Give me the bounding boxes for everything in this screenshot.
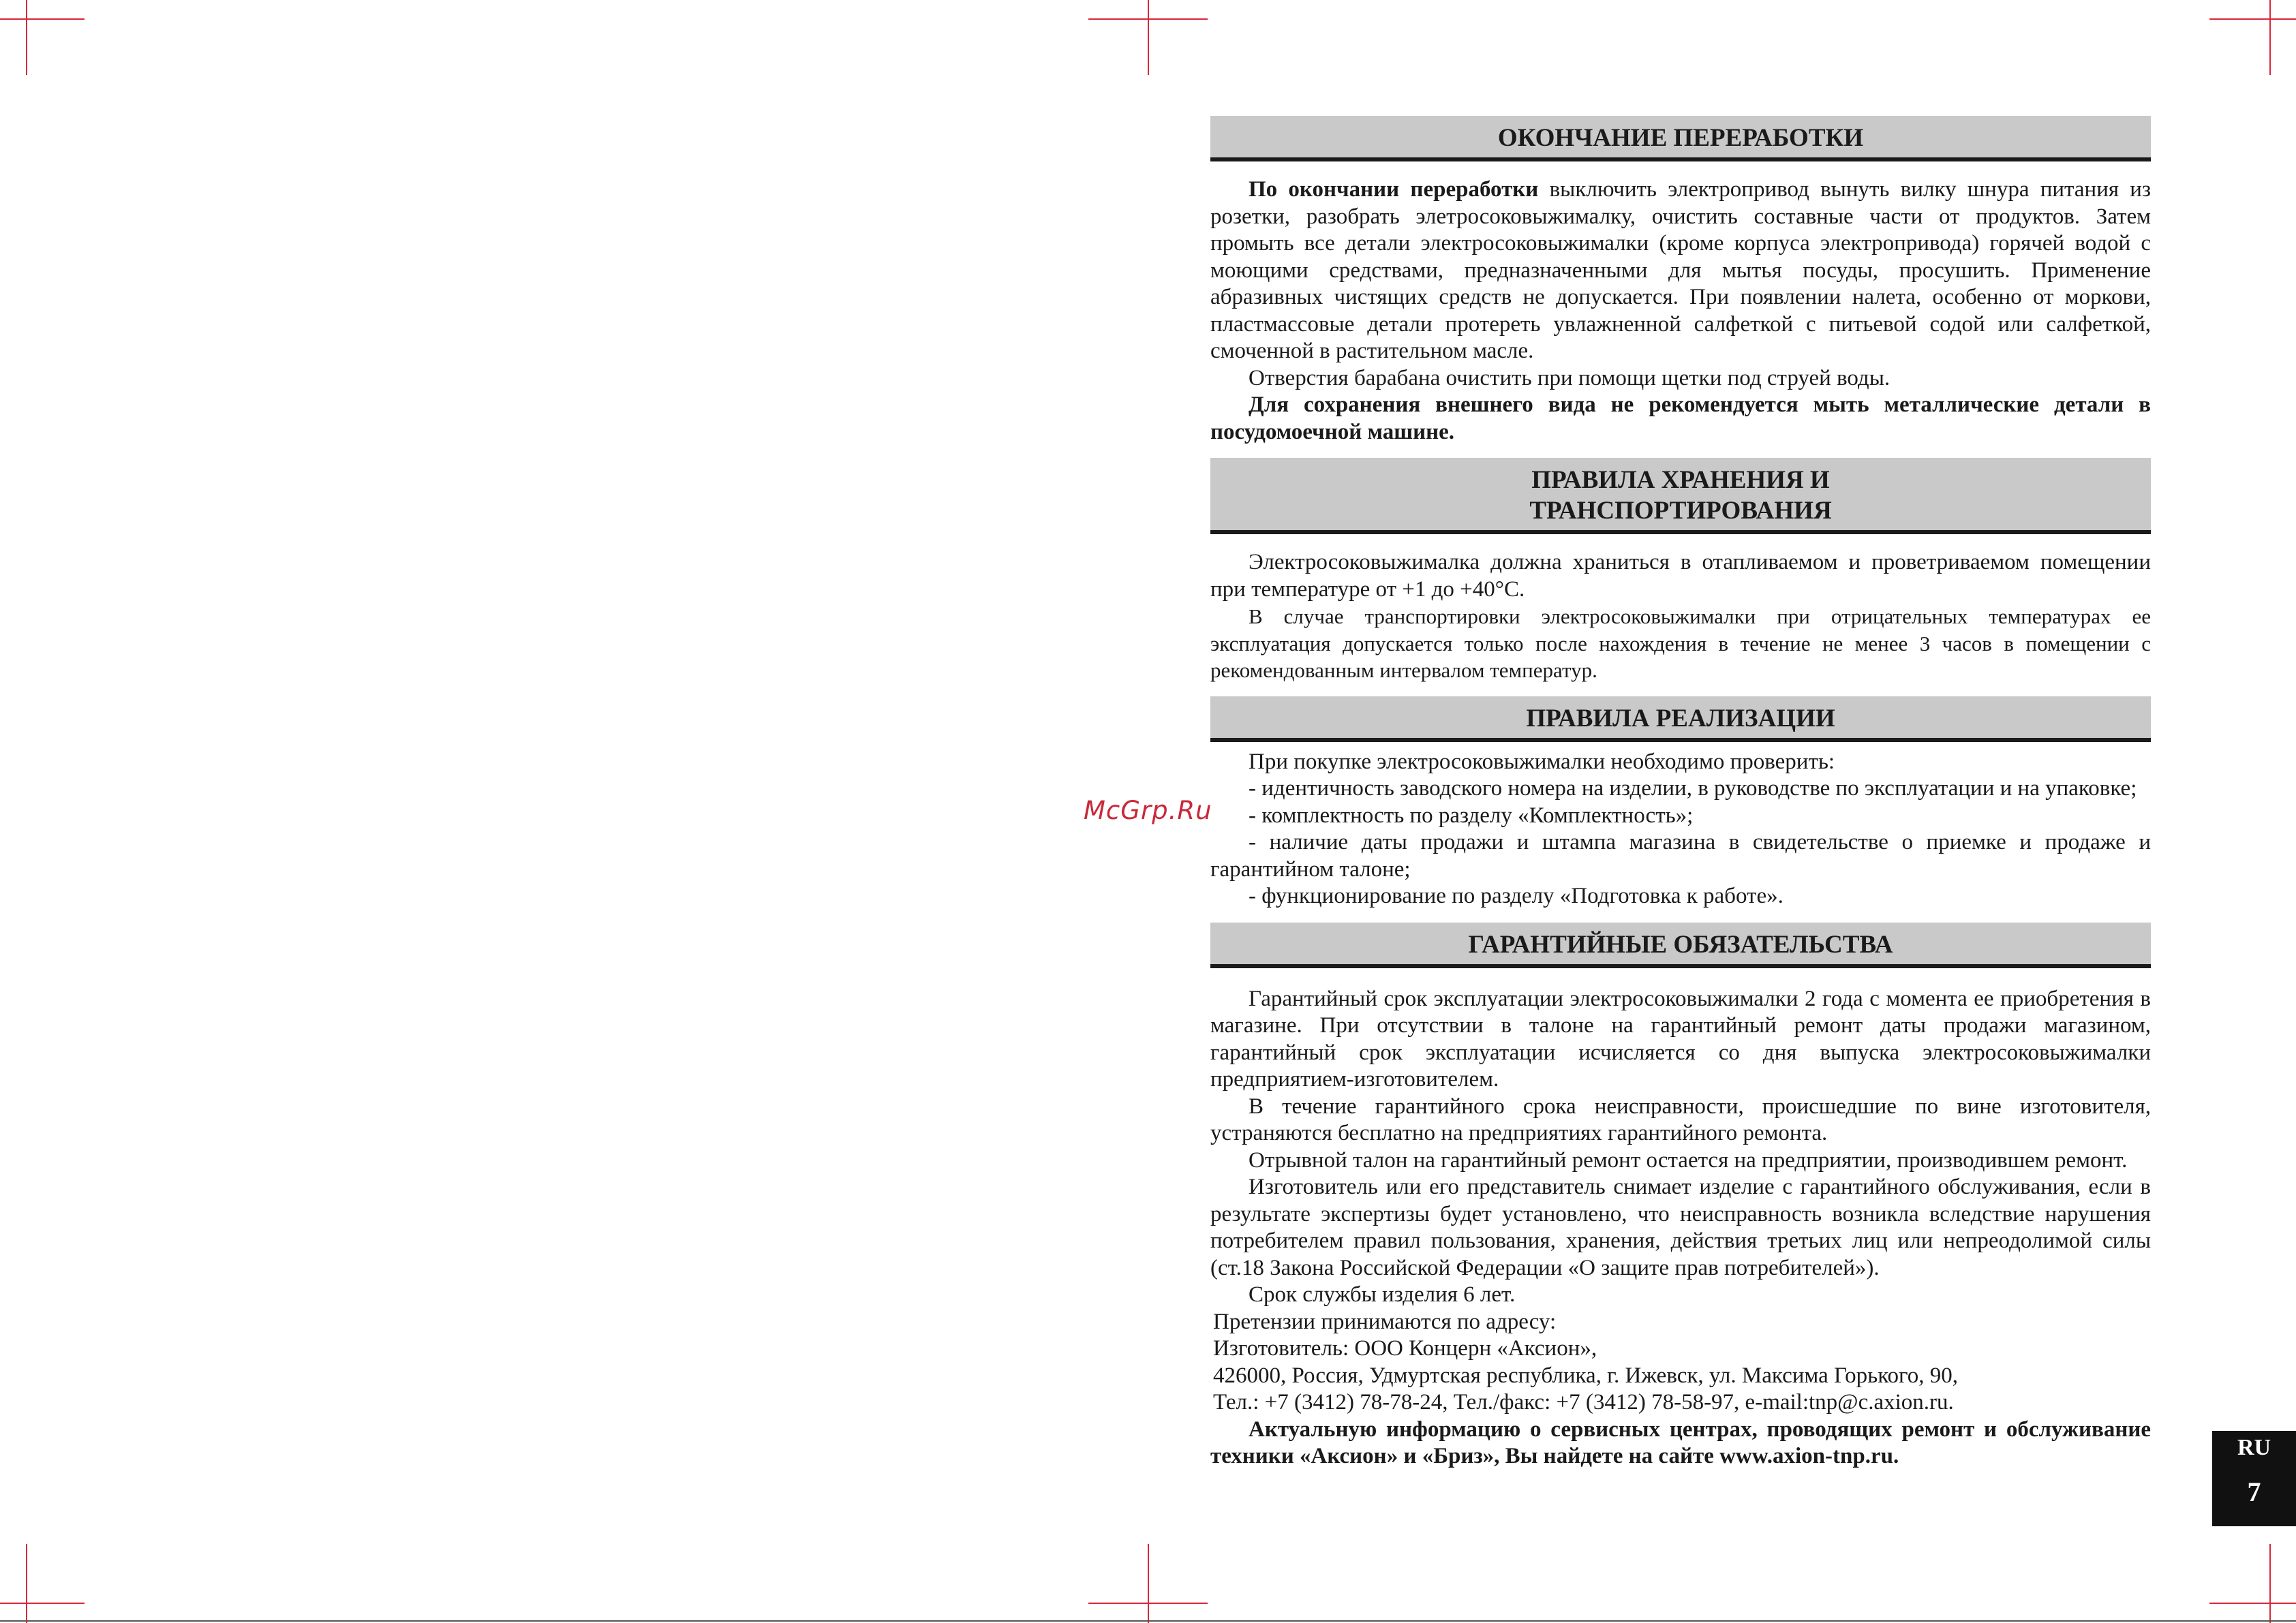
section-body-sale — [1210, 749, 2151, 910]
language-label: RU — [2237, 1435, 2271, 1460]
list-item: - наличие даты продажи и штампа магазина в свидетельстве о приемке и продаже и гарантийном талоне; — [1210, 830, 2151, 882]
section-header-storage — [1210, 458, 2151, 534]
address-line: Изготовитель: ООО Концерн «Аксион», — [1213, 1336, 1597, 1361]
section-body-storage — [1210, 549, 2151, 684]
address-line: Претензии принимаются по адресу: — [1213, 1309, 1557, 1334]
header-line-2: ТРАНСПОРТИРОВАНИЯ — [1529, 497, 1832, 525]
crop-mark-top-right-v — [2269, 0, 2271, 75]
section-body-processing-end — [1210, 176, 2151, 446]
page-content — [1210, 116, 2151, 1483]
crop-mark-bottom-left-v — [26, 1544, 27, 1623]
paragraph: Электросоковыжималка должна храниться в отапливаемом и проветриваемом помещении при температуре от +1 до +40°С. — [1210, 550, 2151, 602]
crop-mark-bottom-right-v — [2269, 1544, 2271, 1623]
header-line-1: ПРАВИЛА ХРАНЕНИЯ И — [1531, 466, 1830, 494]
paragraph-bold: Актуальную информацию о сервисных центрах, проводящих ремонт и обслуживание техники «Аксион» и «Бриз», Вы найдете на сайте www.axion-tnp.ru. — [1210, 1417, 2151, 1468]
address-line: 426000, Россия, Удмуртская республика, г. Ижевск, ул. Максима Горького, 90, — [1213, 1363, 1959, 1388]
crop-mark-bottom-left-h — [0, 1603, 85, 1604]
list-item: - идентичность заводского номера на изделии, в руководстве по эксплуатации и на упаковке; — [1249, 776, 2137, 801]
page-tab — [2212, 1431, 2296, 1526]
crop-mark-top-right-h — [2209, 18, 2296, 20]
paragraph: Срок службы изделия 6 лет. — [1249, 1282, 1516, 1307]
paragraph: При покупке электросоковыжималки необходимо проверить: — [1249, 749, 1835, 774]
paragraph: В случае транспортировки электросоковыжималки при отрицательных температурах ее эксплуатация допускается только после нахождения в течение не менее 3 часов в помещении с рекомендованным интервалом температур. — [1210, 604, 2151, 682]
list-item: - функционирование по разделу «Подготовка к работе». — [1249, 884, 1784, 908]
section-body-warranty — [1210, 986, 2151, 1470]
crop-mark-bottom-center-v — [1148, 1544, 1149, 1623]
section-header-warranty: ГАРАНТИЙНЫЕ ОБЯЗАТЕЛЬСТВА — [1210, 923, 2151, 968]
section-header-processing-end: ОКОНЧАНИЕ ПЕРЕРАБОТКИ — [1210, 116, 2151, 161]
crop-mark-bottom-right-h — [2209, 1603, 2296, 1604]
paragraph: Отверстия барабана очистить при помощи щетки под струей воды. — [1249, 365, 1891, 390]
section-header-sale: ПРАВИЛА РЕАЛИЗАЦИИ — [1210, 696, 2151, 742]
crop-mark-top-left-h — [0, 18, 85, 20]
watermark: McGrp.Ru — [1084, 796, 1212, 825]
paragraph: Изготовитель или его представитель снимает изделие с гарантийного обслуживания, если в результате экспертизы будет установлено, что неисправность возникла вследствие нарушения потребителем правил пользования, хранения, действия третьих лиц или непреодолимой силы (ст.18 Закона Российской Федерации «О защите прав потребителей»). — [1210, 1175, 2151, 1280]
paragraph — [1210, 176, 2151, 365]
paragraph-bold: Для сохранения внешнего вида не рекомендуется мыть металлические детали в посудомоечной машине. — [1210, 392, 2151, 444]
bottom-border — [0, 1620, 2296, 1622]
paragraph: Отрывной талон на гарантийный ремонт остается на предприятии, производившем ремонт. — [1249, 1147, 2128, 1173]
paragraph: Гарантийный срок эксплуатации электросоковыжималки 2 года с момента ее приобретения в магазине. При отсутствии в талоне на гарантийный ремонт даты продажи магазином, гарантийный срок эксплуатации исчисляется со дня выпуска электросоковыжималки предприятием-изготовителем. — [1210, 986, 2151, 1092]
page-number: 7 — [2247, 1477, 2261, 1507]
paragraph: В течение гарантийного срока неисправности, происшедшие по вине изготовителя, устраняются бесплатно на предприятиях гарантийного ремонта. — [1210, 1094, 2151, 1145]
list-item: - комплектность по разделу «Комплектность»; — [1249, 803, 1694, 828]
crop-mark-top-left-v — [26, 0, 27, 75]
crop-mark-top-center-v — [1148, 0, 1149, 75]
paragraph-text: выключить электропривод вынуть вилку шнура питания из розетки, разобрать элетросоковыжималку, очистить составные части от продуктов. Затем промыть все детали электросоковыжималки (кроме корпуса электропривода) горячей водой с моющими средствами, предназначенными для мытья посуды, просушить. Применение абразивных чистящих средств не допускается. При появлении налета, особенно от моркови, пластмассовые детали протереть увлажненной салфеткой с питьевой содой или салфеткой, смоченной в растительном масле. — [1210, 177, 2151, 363]
address-line: Тел.: +7 (3412) 78-78-24, Тел./факс: +7 (3412) 78-58-97, e-mail:tnp@c.axion.ru. — [1213, 1390, 1954, 1415]
bold-lead: По окончании переработки — [1249, 177, 1539, 202]
